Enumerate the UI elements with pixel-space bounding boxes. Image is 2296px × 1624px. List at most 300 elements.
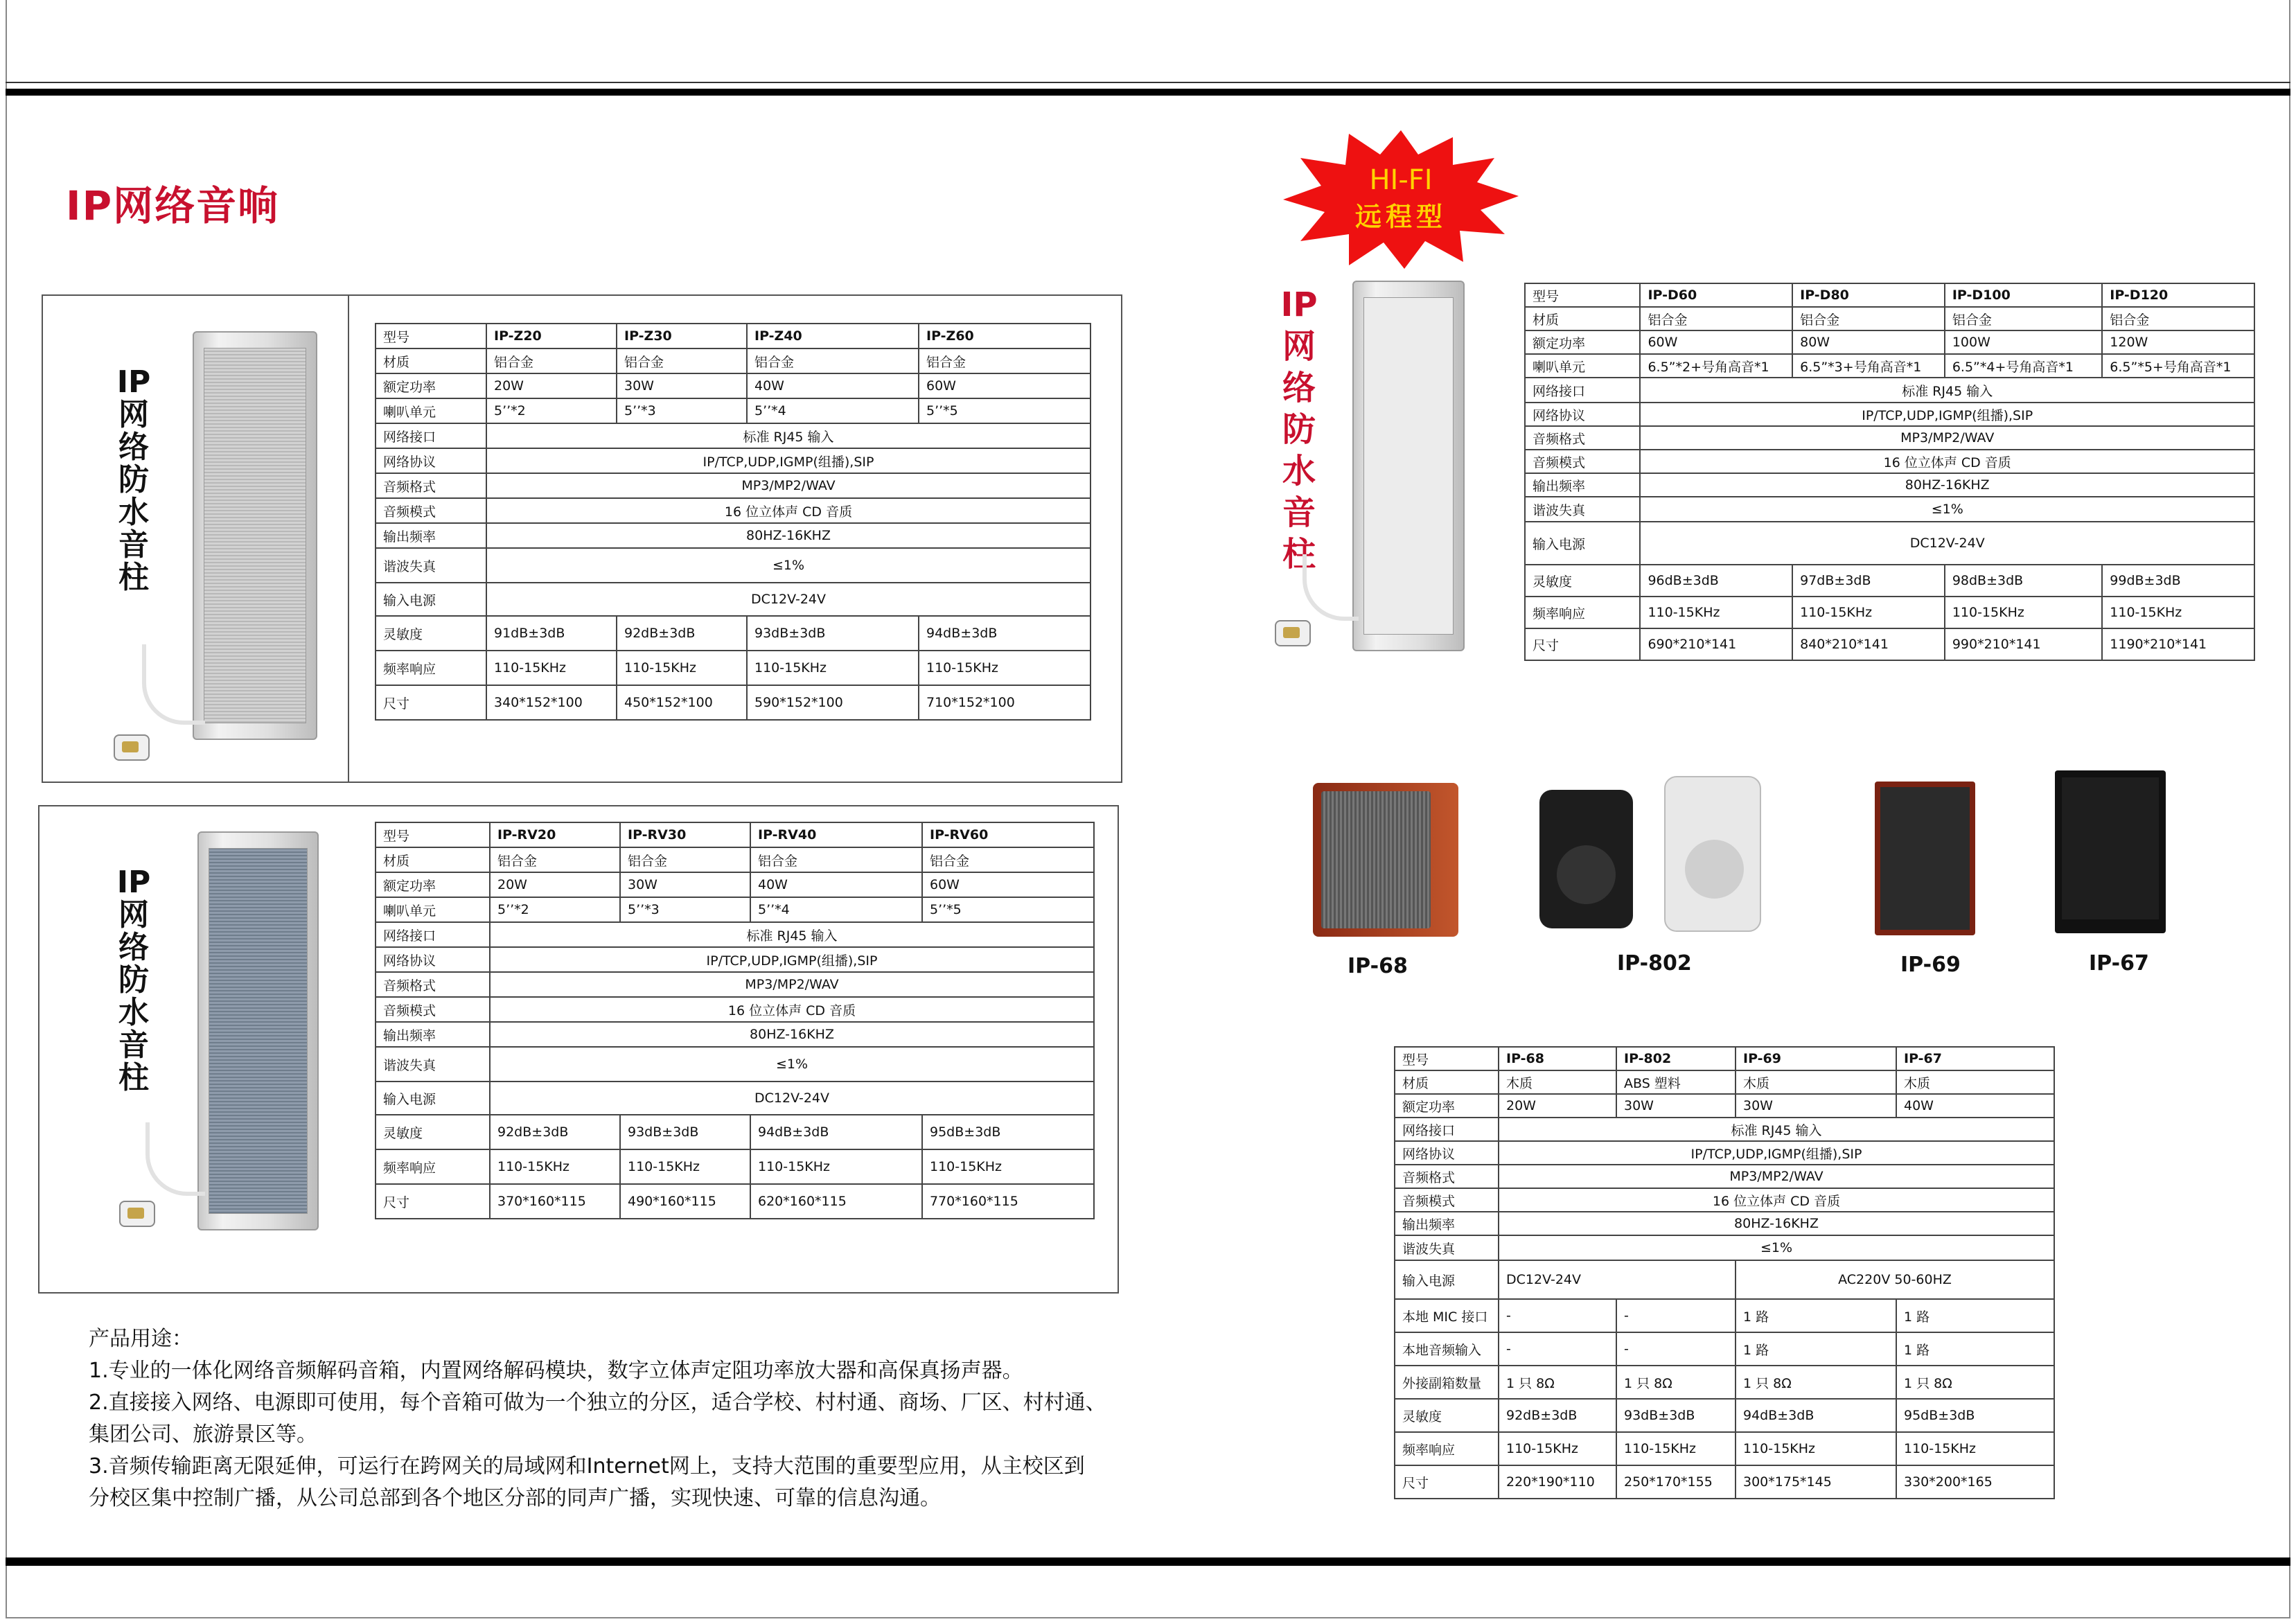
spec-table-rv: [375, 822, 1095, 1219]
speaker-ip-802-white-image: [1664, 776, 1761, 932]
table-cell: 铝合金: [1792, 307, 1945, 330]
table-cell: 110-15KHz: [919, 651, 1090, 685]
vertical-title-char: 防: [1282, 410, 1316, 449]
vertical-title-z: [109, 366, 158, 594]
table-cell: AC220V 50-60HZ: [1736, 1260, 2054, 1299]
table-row: [376, 997, 1094, 1022]
table-cell: IP/TCP,UDP,IGMP(组播),SIP: [486, 448, 1090, 473]
table-cell: 220*190*110: [1499, 1465, 1616, 1499]
table-cell: 6.5”*2+号角高音*1: [1640, 354, 1792, 378]
table-cell: ≤1%: [1640, 497, 2254, 522]
table-cell: 16 位立体声 CD 音质: [490, 997, 1094, 1022]
table-cell: 铝合金: [1945, 307, 2102, 330]
table-cell: 97dB±3dB: [1792, 565, 1945, 597]
table-row: [1525, 330, 2254, 354]
row-label: 频率响应: [376, 1149, 490, 1184]
table-cell: 铝合金: [747, 348, 919, 373]
table-row: [376, 922, 1094, 947]
usage-line: 分校区集中控制广播，从公司总部到各个地区分部的同声广播，实现快速、可靠的信息沟通。: [89, 1486, 941, 1510]
table-row: [1525, 354, 2254, 378]
vertical-title-char: 防: [118, 462, 149, 497]
table-cell: -: [1616, 1299, 1736, 1332]
table-cell: 5’’*2: [486, 398, 617, 423]
table-cell: 5’’*4: [747, 398, 919, 423]
table-cell: IP/TCP,UDP,IGMP(组播),SIP: [1499, 1141, 2054, 1165]
row-label: 网络接口: [376, 423, 486, 448]
table-row: [376, 847, 1094, 872]
table-cell: 100W: [1945, 330, 2102, 354]
table-cell: 标准 RJ45 输入: [1499, 1118, 2054, 1141]
table-row: [1395, 1118, 2054, 1141]
table-cell: 1 只 8Ω: [1736, 1366, 1896, 1399]
speaker-ip-802-black-image: [1539, 790, 1633, 928]
table-cell: 标准 RJ45 输入: [486, 423, 1090, 448]
column-speaker-z-image: [193, 331, 317, 740]
table-cell: 490*160*115: [620, 1184, 750, 1219]
row-label: 网络接口: [1525, 378, 1640, 403]
bottom-bar: [6, 1557, 2290, 1566]
row-label: 网络协议: [1525, 403, 1640, 426]
table-row: [376, 473, 1090, 498]
row-label: 输入电源: [1525, 522, 1640, 565]
table-cell: 20W: [490, 872, 620, 897]
row-label: 频率响应: [1395, 1432, 1499, 1465]
spec-table-d: [1524, 283, 2255, 661]
table-row: [1395, 1299, 2054, 1332]
table-cell: 110-15KHz: [486, 651, 617, 685]
table-cell: 16 位立体声 CD 音质: [486, 498, 1090, 523]
table-cell: IP-RV30: [620, 822, 750, 847]
table-cell: IP-68: [1499, 1047, 1616, 1070]
table-cell: 690*210*141: [1640, 628, 1792, 660]
table-cell: 330*200*165: [1896, 1465, 2054, 1499]
table-cell: 16 位立体声 CD 音质: [1640, 450, 2254, 473]
row-label: 额定功率: [376, 872, 490, 897]
row-label: 音频模式: [376, 498, 486, 523]
table-cell: 770*160*115: [922, 1184, 1094, 1219]
table-row: [1395, 1235, 2054, 1260]
table-cell: 5’’*5: [919, 398, 1090, 423]
table-row: [1395, 1260, 2054, 1299]
speaker-label-ip-67: IP-67: [2089, 951, 2149, 976]
table-row: [376, 1047, 1094, 1082]
row-label: 额定功率: [1525, 330, 1640, 354]
table-row: [1525, 628, 2254, 660]
table-row: [376, 373, 1090, 398]
panel-divider: [348, 296, 349, 782]
table-cell: 60W: [919, 373, 1090, 398]
table-cell: 340*152*100: [486, 685, 617, 720]
row-label: 音频格式: [376, 972, 490, 997]
usage-heading: 产品用途：: [89, 1327, 193, 1351]
usage-section: [89, 1323, 1106, 1515]
table-row: [1525, 597, 2254, 628]
table-row: [1525, 450, 2254, 473]
table-row: [376, 897, 1094, 922]
table-cell: IP/TCP,UDP,IGMP(组播),SIP: [1640, 403, 2254, 426]
table-cell: IP-67: [1896, 1047, 2054, 1070]
row-label: 型号: [376, 822, 490, 847]
table-cell: 990*210*141: [1945, 628, 2102, 660]
row-label: 输出频率: [1395, 1212, 1499, 1235]
row-label: 输入电源: [1395, 1260, 1499, 1299]
table-cell: ABS 塑料: [1616, 1070, 1736, 1094]
vertical-title-d: [1275, 284, 1323, 575]
table-row: [376, 523, 1090, 548]
usage-line: 2.直接接入网络、电源即可使用，每个音箱可做为一个独立的分区，适合学校、村村通、商场、厂区、村村通、: [89, 1391, 1106, 1415]
row-label: 网络协议: [376, 448, 486, 473]
table-row: [1395, 1141, 2054, 1165]
table-row: [376, 583, 1090, 616]
table-cell: IP-D60: [1640, 283, 1792, 307]
table-cell: 93dB±3dB: [1616, 1399, 1736, 1432]
table-cell: IP-D120: [2102, 283, 2254, 307]
speaker-label-ip-68: IP-68: [1348, 954, 1408, 978]
table-cell: 91dB±3dB: [486, 616, 617, 651]
vertical-title-char: 防: [118, 962, 149, 998]
table-cell: 30W: [620, 872, 750, 897]
row-label: 网络协议: [1395, 1141, 1499, 1165]
row-label: 尺寸: [1395, 1465, 1499, 1499]
table-cell: 30W: [1736, 1094, 1896, 1118]
table-cell: 铝合金: [2102, 307, 2254, 330]
vertical-title-char: 水: [118, 495, 149, 530]
table-cell: 92dB±3dB: [617, 616, 747, 651]
table-cell: 5’’*5: [922, 897, 1094, 922]
table-cell: 92dB±3dB: [490, 1115, 620, 1149]
table-cell: 620*160*115: [750, 1184, 922, 1219]
top-thin-line: [6, 82, 2290, 83]
table-cell: 250*170*155: [1616, 1465, 1736, 1499]
table-row: [1525, 522, 2254, 565]
vertical-title-char: IP: [116, 865, 151, 900]
table-cell: IP-802: [1616, 1047, 1736, 1070]
table-cell: 5’’*4: [750, 897, 922, 922]
table-cell: IP-D80: [1792, 283, 1945, 307]
hifi-starburst: [1283, 130, 1519, 269]
table-cell: IP/TCP,UDP,IGMP(组播),SIP: [490, 947, 1094, 972]
table-cell: 铝合金: [617, 348, 747, 373]
table-row: [1395, 1432, 2054, 1465]
table-row: [376, 947, 1094, 972]
column-speaker-d-image: [1352, 281, 1465, 651]
rj45-plug-rv: [119, 1201, 155, 1227]
table-cell: IP-RV40: [750, 822, 922, 847]
row-label: 额定功率: [1395, 1094, 1499, 1118]
table-cell: 1 只 8Ω: [1896, 1366, 2054, 1399]
row-label: 音频格式: [376, 473, 486, 498]
vertical-title-char: 络: [118, 930, 149, 965]
table-cell: -: [1499, 1299, 1616, 1332]
table-row: [1395, 1188, 2054, 1212]
vertical-title-char: IP: [1280, 285, 1318, 324]
row-label: 灵敏度: [376, 1115, 490, 1149]
table-cell: 1 路: [1736, 1332, 1896, 1366]
row-label: 谐波失真: [376, 1047, 490, 1082]
top-bar: [6, 89, 2290, 96]
table-cell: 60W: [1640, 330, 1792, 354]
table-cell: DC12V-24V: [490, 1082, 1094, 1115]
table-cell: 1 路: [1896, 1299, 2054, 1332]
table-cell: 110-15KHz: [1499, 1432, 1616, 1465]
vertical-title-char: 柱: [118, 560, 149, 595]
table-cell: 铝合金: [919, 348, 1090, 373]
table-row: [1525, 283, 2254, 307]
table-cell: 30W: [617, 373, 747, 398]
table-row: [376, 1149, 1094, 1184]
table-row: [376, 398, 1090, 423]
table-cell: 1190*210*141: [2102, 628, 2254, 660]
row-label: 喇叭单元: [376, 398, 486, 423]
table-cell: 铝合金: [750, 847, 922, 872]
table-row: [1395, 1070, 2054, 1094]
table-cell: 6.5”*5+号角高音*1: [2102, 354, 2254, 378]
row-label: 材质: [376, 348, 486, 373]
table-cell: 94dB±3dB: [919, 616, 1090, 651]
table-cell: 94dB±3dB: [1736, 1399, 1896, 1432]
table-cell: 110-15KHz: [490, 1149, 620, 1184]
table-cell: 6.5”*3+号角高音*1: [1792, 354, 1945, 378]
usage-line: 3.音频传输距离无限延伸，可运行在跨网关的局域网和Internet网上，支持大范围的重要型应用，从主校区到: [89, 1454, 1085, 1479]
table-cell: 710*152*100: [919, 685, 1090, 720]
table-cell: IP-RV60: [922, 822, 1094, 847]
table-cell: 110-15KHz: [1896, 1432, 2054, 1465]
row-label: 输出频率: [376, 523, 486, 548]
table-cell: 92dB±3dB: [1499, 1399, 1616, 1432]
table-cell: DC12V-24V: [1499, 1260, 1736, 1299]
table-cell: 94dB±3dB: [750, 1115, 922, 1149]
row-label: 本地 MIC 接口: [1395, 1299, 1499, 1332]
vertical-title-char: 水: [118, 995, 149, 1030]
table-row: [1395, 1094, 2054, 1118]
table-row: [1395, 1047, 2054, 1070]
table-cell: 590*152*100: [747, 685, 919, 720]
row-label: 灵敏度: [1525, 565, 1640, 597]
row-label: 谐波失真: [376, 548, 486, 583]
table-cell: 80HZ-16KHZ: [1640, 473, 2254, 497]
vertical-title-char: 网: [118, 897, 149, 933]
row-label: 音频格式: [1395, 1165, 1499, 1188]
table-cell: 120W: [2102, 330, 2254, 354]
row-label: 音频格式: [1525, 426, 1640, 450]
table-cell: 木质: [1499, 1070, 1616, 1094]
table-cell: 60W: [922, 872, 1094, 897]
table-cell: ≤1%: [1499, 1235, 2054, 1260]
table-row: [376, 685, 1090, 720]
table-row: [376, 324, 1090, 348]
table-cell: 110-15KHz: [922, 1149, 1094, 1184]
table-row: [376, 616, 1090, 651]
table-cell: -: [1616, 1332, 1736, 1366]
table-cell: DC12V-24V: [486, 583, 1090, 616]
row-label: 网络接口: [1395, 1118, 1499, 1141]
rj45-plug-z: [114, 734, 150, 761]
table-cell: 80HZ-16KHZ: [490, 1022, 1094, 1047]
table-cell: 110-15KHz: [1616, 1432, 1736, 1465]
table-row: [376, 822, 1094, 847]
row-label: 材质: [1395, 1070, 1499, 1094]
speaker-ip-69-image: [1875, 782, 1975, 935]
table-cell: 铝合金: [486, 348, 617, 373]
table-row: [1525, 378, 2254, 403]
table-cell: 标准 RJ45 输入: [1640, 378, 2254, 403]
vertical-title-char: 水: [1282, 452, 1316, 491]
table-row: [1525, 403, 2254, 426]
hifi-line2: 远程型: [1354, 202, 1447, 232]
table-cell: 300*175*145: [1736, 1465, 1896, 1499]
row-label: 尺寸: [376, 685, 486, 720]
rj45-plug-d: [1275, 620, 1311, 646]
vertical-title-char: IP: [116, 364, 151, 400]
table-row: [376, 348, 1090, 373]
table-cell: 30W: [1616, 1094, 1736, 1118]
row-label: 外接副箱数量: [1395, 1366, 1499, 1399]
starburst-shape: [1283, 130, 1519, 269]
table-cell: 5’’*2: [490, 897, 620, 922]
table-cell: 铝合金: [490, 847, 620, 872]
table-cell: -: [1499, 1332, 1616, 1366]
table-cell: 93dB±3dB: [747, 616, 919, 651]
table-row: [376, 548, 1090, 583]
row-label: 灵敏度: [376, 616, 486, 651]
row-label: 输出频率: [376, 1022, 490, 1047]
vertical-title-char: 音: [118, 527, 149, 563]
row-label: 音频模式: [1395, 1188, 1499, 1212]
table-cell: 93dB±3dB: [620, 1115, 750, 1149]
table-cell: 110-15KHz: [1792, 597, 1945, 628]
table-cell: 95dB±3dB: [922, 1115, 1094, 1149]
row-label: 型号: [1395, 1047, 1499, 1070]
row-label: 喇叭单元: [376, 897, 490, 922]
spec-table-z: [375, 323, 1091, 721]
row-label: 谐波失真: [1395, 1235, 1499, 1260]
vertical-title-char: 柱: [1282, 535, 1316, 574]
table-cell: 110-15KHz: [617, 651, 747, 685]
table-row: [376, 448, 1090, 473]
table-row: [376, 872, 1094, 897]
table-cell: 1 只 8Ω: [1616, 1366, 1736, 1399]
row-label: 尺寸: [1525, 628, 1640, 660]
row-label: 网络接口: [376, 922, 490, 947]
table-row: [1395, 1332, 2054, 1366]
table-row: [1525, 307, 2254, 330]
table-row: [376, 1082, 1094, 1115]
table-row: [1395, 1399, 2054, 1432]
row-label: 输入电源: [376, 583, 486, 616]
table-cell: 16 位立体声 CD 音质: [1499, 1188, 2054, 1212]
table-row: [376, 498, 1090, 523]
row-label: 型号: [376, 324, 486, 348]
table-cell: IP-RV20: [490, 822, 620, 847]
usage-line: 集团公司、旅游景区等。: [89, 1422, 317, 1447]
table-cell: 110-15KHz: [1640, 597, 1792, 628]
table-row: [1395, 1366, 2054, 1399]
table-cell: 1 路: [1896, 1332, 2054, 1366]
table-cell: 铝合金: [1640, 307, 1792, 330]
table-row: [1395, 1165, 2054, 1188]
table-cell: 110-15KHz: [750, 1149, 922, 1184]
usage-line: 1.专业的一体化网络音频解码音箱，内置网络解码模块，数字立体声定阻功率放大器和高保真扬声器。: [89, 1359, 1023, 1383]
table-cell: 110-15KHz: [747, 651, 919, 685]
vertical-title-char: 柱: [118, 1060, 149, 1095]
row-label: 音频模式: [1525, 450, 1640, 473]
table-cell: 99dB±3dB: [2102, 565, 2254, 597]
table-cell: IP-D100: [1945, 283, 2102, 307]
table-row: [1395, 1212, 2054, 1235]
vertical-title-char: 络: [118, 430, 149, 465]
speaker-label-ip-69: IP-69: [1900, 953, 1961, 977]
table-cell: 标准 RJ45 输入: [490, 922, 1094, 947]
row-label: 喇叭单元: [1525, 354, 1640, 378]
column-speaker-rv-image: [197, 831, 319, 1230]
table-row: [376, 1115, 1094, 1149]
row-label: 材质: [1525, 307, 1640, 330]
row-label: 材质: [376, 847, 490, 872]
vertical-title-char: 网: [1282, 327, 1316, 366]
table-row: [1395, 1465, 2054, 1499]
table-cell: 20W: [486, 373, 617, 398]
row-label: 型号: [1525, 283, 1640, 307]
table-cell: MP3/MP2/WAV: [1499, 1165, 2054, 1188]
table-cell: 110-15KHz: [1736, 1432, 1896, 1465]
table-row: [376, 423, 1090, 448]
row-label: 尺寸: [376, 1184, 490, 1219]
table-cell: 840*210*141: [1792, 628, 1945, 660]
vertical-title-char: 音: [1282, 493, 1316, 532]
table-cell: 木质: [1736, 1070, 1896, 1094]
vertical-title-char: 网: [118, 397, 149, 432]
hifi-line1: HI-FI: [1369, 164, 1433, 196]
table-cell: MP3/MP2/WAV: [1640, 426, 2254, 450]
speaker-ip-67-image: [2055, 770, 2166, 933]
table-cell: 5’’*3: [620, 897, 750, 922]
table-cell: 110-15KHz: [1945, 597, 2102, 628]
speaker-label-ip-802: IP-802: [1617, 951, 1692, 976]
table-cell: ≤1%: [490, 1047, 1094, 1082]
table-row: [1525, 473, 2254, 497]
table-row: [1525, 426, 2254, 450]
row-label: 灵敏度: [1395, 1399, 1499, 1432]
table-cell: DC12V-24V: [1640, 522, 2254, 565]
row-label: 音频模式: [376, 997, 490, 1022]
table-cell: 110-15KHz: [620, 1149, 750, 1184]
table-cell: 40W: [747, 373, 919, 398]
table-row: [376, 651, 1090, 685]
spec-table-wall: [1394, 1046, 2055, 1499]
table-cell: 40W: [750, 872, 922, 897]
table-cell: 110-15KHz: [2102, 597, 2254, 628]
table-cell: 铝合金: [620, 847, 750, 872]
vertical-title-char: 络: [1282, 369, 1316, 407]
row-label: 网络协议: [376, 947, 490, 972]
vertical-title-char: 音: [118, 1027, 149, 1063]
row-label: 输入电源: [376, 1082, 490, 1115]
table-cell: IP-Z60: [919, 324, 1090, 348]
table-cell: 5’’*3: [617, 398, 747, 423]
speaker-ip-68-image: [1313, 783, 1458, 937]
table-cell: MP3/MP2/WAV: [486, 473, 1090, 498]
table-cell: IP-69: [1736, 1047, 1896, 1070]
table-cell: 96dB±3dB: [1640, 565, 1792, 597]
table-cell: 98dB±3dB: [1945, 565, 2102, 597]
table-cell: IP-Z40: [747, 324, 919, 348]
table-cell: IP-Z20: [486, 324, 617, 348]
table-cell: 40W: [1896, 1094, 2054, 1118]
table-cell: 80HZ-16KHZ: [486, 523, 1090, 548]
row-label: 本地音频输入: [1395, 1332, 1499, 1366]
table-cell: 1 只 8Ω: [1499, 1366, 1616, 1399]
page-title: IP网络音响: [66, 182, 280, 229]
